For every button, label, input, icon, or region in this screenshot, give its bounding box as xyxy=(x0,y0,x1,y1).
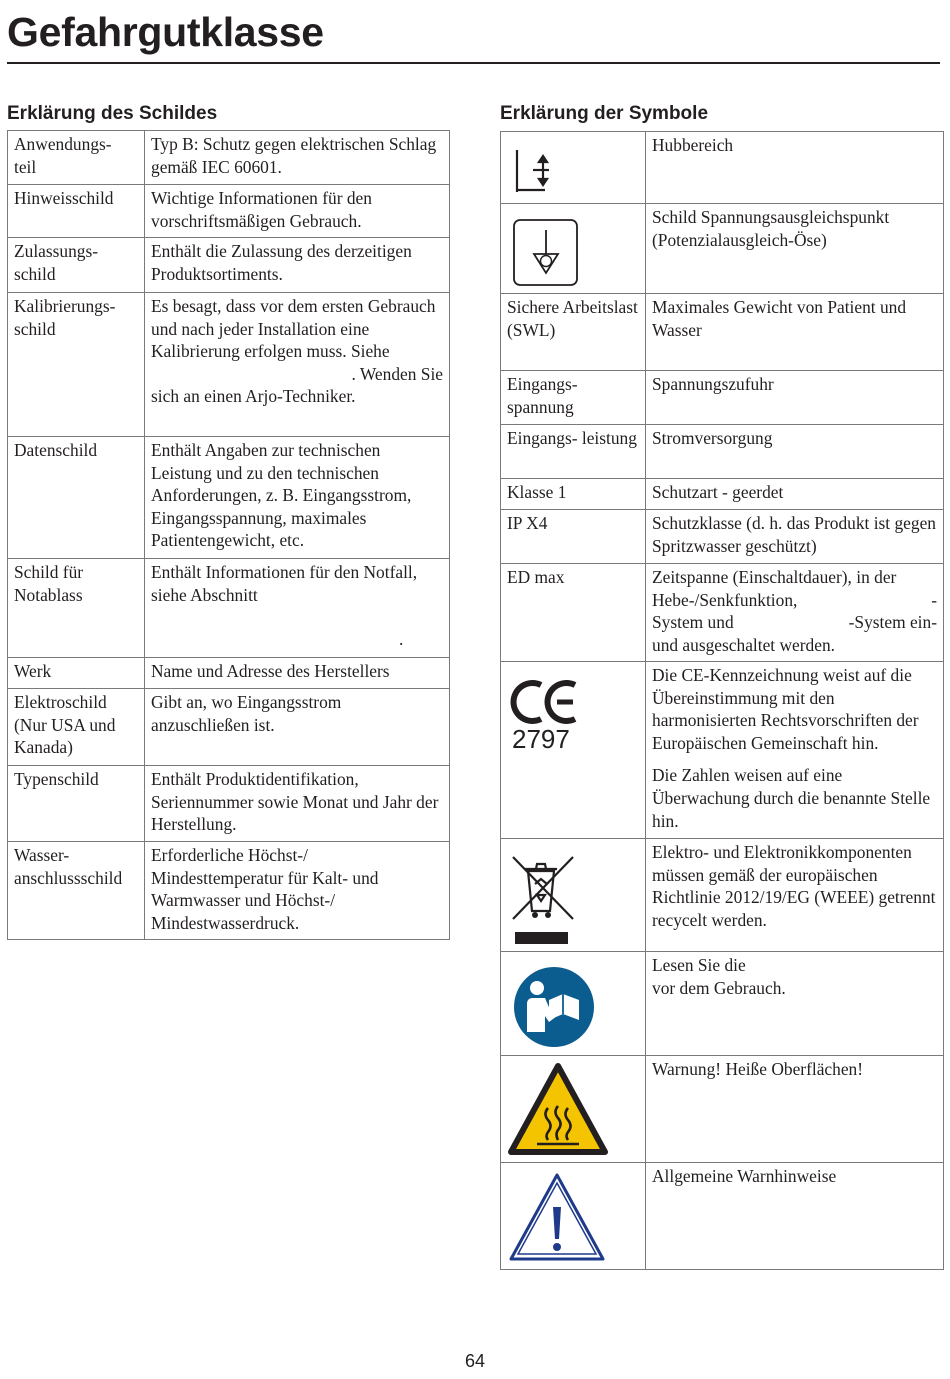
symbol-desc: Schild Spannungsausgleichspunkt (Potenzialausgleich-Öse) xyxy=(646,204,944,294)
symbol-desc-part: Hebe-/Senkfunktion, xyxy=(652,589,798,610)
label-desc: Enthält die Zulassung des derzeitigen Produktsortiments. xyxy=(145,238,450,293)
symbol-cell xyxy=(501,839,646,952)
table-row xyxy=(501,1163,944,1270)
table-row xyxy=(8,131,450,185)
label-term: Hinweisschild xyxy=(8,185,145,238)
table-row xyxy=(501,1056,944,1163)
symbol-desc: Warnung! Heiße Oberflächen! xyxy=(646,1056,944,1163)
labels-table xyxy=(7,130,450,940)
symbol-desc xyxy=(646,952,944,1056)
symbol-cell xyxy=(501,662,646,839)
table-row xyxy=(501,510,944,564)
table-row xyxy=(501,294,944,371)
table-row xyxy=(501,425,944,479)
symbols-table xyxy=(500,131,944,1270)
symbol-cell xyxy=(501,204,646,294)
label-term: Anwendungs- teil xyxy=(8,131,145,185)
label-term: Kalibrierungs- schild xyxy=(8,293,145,437)
label-desc: Enthält Produktidentifikation, Seriennummer sowie Monat und Jahr der Herstellung. xyxy=(145,766,450,842)
label-desc: Gibt an, wo Eingangsstrom anzuschließen ist. xyxy=(145,689,450,766)
label-term: Werk xyxy=(8,658,145,689)
table-row xyxy=(501,662,944,839)
symbol-desc-part: Lesen Sie die xyxy=(652,955,746,975)
symbol-term: Eingangs- spannung xyxy=(501,371,646,425)
symbol-cell xyxy=(501,132,646,204)
label-term: Datenschild xyxy=(8,437,145,559)
table-row xyxy=(501,132,944,204)
symbol-desc-part: vor dem Gebrauch. xyxy=(652,977,786,998)
label-desc xyxy=(145,293,450,437)
symbol-term: Sichere Arbeitslast (SWL) xyxy=(501,294,646,371)
symbol-desc: Schutzart - geerdet xyxy=(646,479,944,510)
symbol-desc-part: - xyxy=(931,589,937,610)
label-desc-part: . xyxy=(399,629,404,650)
symbol-term: Eingangs- leistung xyxy=(501,425,646,479)
page-title: Gefahrgutklasse xyxy=(7,9,324,55)
table-row xyxy=(8,658,450,689)
table-row xyxy=(501,479,944,510)
lift-range-icon xyxy=(501,132,561,202)
label-desc-part: Enthält Informationen für den Notfall, siehe Abschnitt xyxy=(151,562,418,605)
hot-surface-icon xyxy=(501,1056,621,1160)
table-row xyxy=(8,185,450,238)
table-row xyxy=(8,689,450,766)
label-term: Wasser- anschlussschild xyxy=(8,842,145,940)
symbol-desc xyxy=(646,662,944,839)
label-desc: Name und Adresse des Herstellers xyxy=(145,658,450,689)
label-desc-part: Es besagt, dass vor dem ersten Gebrauch und nach jeder Installation eine Kalibrierung erfolgen muss. Siehe xyxy=(151,296,436,362)
symbol-desc: Spannungszufuhr xyxy=(646,371,944,425)
symbol-desc: Maximales Gewicht von Patient und Wasser xyxy=(646,294,944,371)
symbol-desc: Schutzklasse (d. h. das Produkt ist gegen Spritzwasser geschützt) xyxy=(646,510,944,564)
weee-icon xyxy=(501,839,581,949)
table-row xyxy=(8,437,450,559)
symbols-heading: Erklärung der Symbole xyxy=(500,103,709,124)
table-row xyxy=(8,559,450,658)
symbol-desc-part: -System ein- xyxy=(848,612,937,633)
symbol-cell xyxy=(501,1056,646,1163)
table-row xyxy=(501,564,944,662)
table-row xyxy=(8,238,450,293)
symbol-cell xyxy=(501,952,646,1056)
symbol-desc xyxy=(646,564,944,662)
symbol-desc-part: System und xyxy=(652,612,734,633)
table-row xyxy=(8,766,450,842)
general-warning-icon xyxy=(501,1163,621,1267)
label-desc-part: sich an einen Arjo-Techniker. xyxy=(151,386,356,407)
symbol-desc: Hubbereich xyxy=(646,132,944,204)
symbol-desc: Stromversorgung xyxy=(646,425,944,479)
label-desc-part: . Wenden Sie xyxy=(351,363,443,384)
symbol-cell xyxy=(501,1163,646,1270)
symbol-desc: Allgemeine Warnhinweise xyxy=(646,1163,944,1270)
label-desc: Typ B: Schutz gegen elektrischen Schlag gemäß IEC 60601. xyxy=(145,131,450,185)
page-number: 64 xyxy=(464,1351,486,1371)
ce-notified-body-number: 2797 xyxy=(512,724,570,754)
symbol-term: IP X4 xyxy=(501,510,646,564)
read-manual-icon xyxy=(501,952,601,1052)
label-term: Typenschild xyxy=(8,766,145,842)
symbol-desc: Elektro- und Elektronikkomponenten müssen gemäß der europäischen Richtlinie 2012/19/EG (WEEE) getrennt recycelt werden. xyxy=(646,839,944,952)
table-row xyxy=(501,839,944,952)
label-term: Elektroschild (Nur USA und Kanada) xyxy=(8,689,145,766)
equipotential-icon xyxy=(501,204,591,292)
label-desc xyxy=(145,559,450,658)
label-term: Schild für Notablass xyxy=(8,559,145,658)
symbol-desc-part: Die CE-Kennzeichnung weist auf die Übereinstimmung mit den harmonisierten Rechtsvorschriften der Europäischen Gemeinschaft hin. xyxy=(652,665,919,753)
label-desc: Enthält Angaben zur technischen Leistung und zu den technischen Anforderungen, z. B. Eingangsstrom, Eingangsspannung, maximales Patientengewicht, etc. xyxy=(145,437,450,559)
label-term: Zulassungs- schild xyxy=(8,238,145,293)
ce-mark-icon xyxy=(507,672,587,732)
label-desc: Wichtige Informationen für den vorschriftsmäßigen Gebrauch. xyxy=(145,185,450,238)
table-row xyxy=(8,842,450,940)
title-rule xyxy=(7,62,940,64)
symbol-desc-part: Die Zahlen weisen auf eine Überwachung durch die benannte Stelle hin. xyxy=(652,765,931,831)
table-row xyxy=(501,371,944,425)
table-row xyxy=(501,204,944,294)
symbol-term: Klasse 1 xyxy=(501,479,646,510)
table-row xyxy=(8,293,450,437)
symbol-term: ED max xyxy=(501,564,646,662)
symbol-desc-part: und ausgeschaltet werden. xyxy=(652,634,836,655)
label-desc: Erforderliche Höchst-/ Mindesttemperatur für Kalt- und Warmwasser und Höchst-/ Mindestwasserdruck. xyxy=(145,842,450,940)
labels-heading: Erklärung des Schildes xyxy=(7,103,218,124)
symbol-desc-part: Zeitspanne (Einschaltdauer), in der xyxy=(652,567,897,587)
table-row xyxy=(501,952,944,1056)
